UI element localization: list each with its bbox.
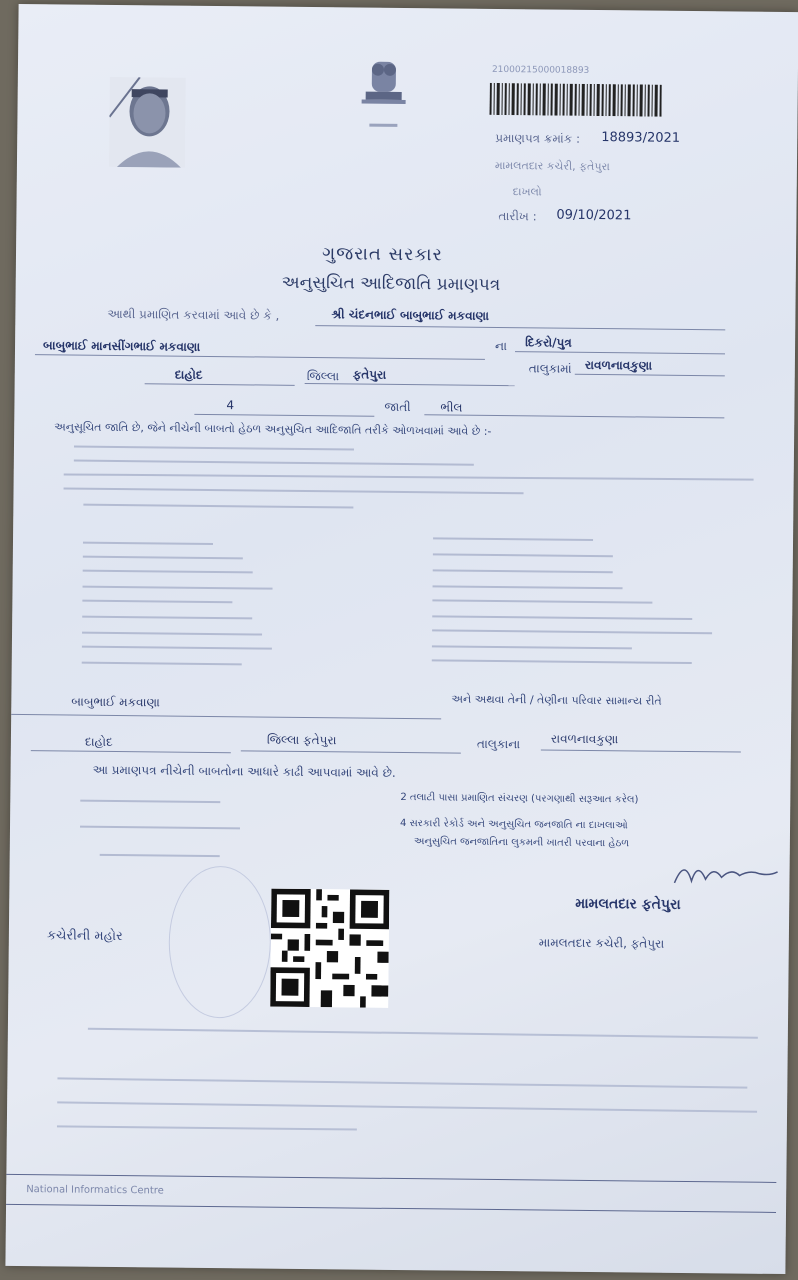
- bottom-notes-faint: [57, 1018, 778, 1146]
- lower-village: દાહોદ: [84, 734, 113, 749]
- barcode-number: 21000215000018893: [491, 64, 590, 76]
- lower-taluka-label: તાલુકાના: [476, 736, 521, 752]
- lower-taluka: રાવળનાવકુણા: [550, 731, 619, 747]
- basis-list-faint: [70, 795, 271, 867]
- relation-label: ના: [495, 338, 508, 354]
- tribe-underline: [424, 414, 724, 418]
- schedule-underline: [194, 414, 374, 417]
- basis-item-4-line2: અનુસુચિત જનજાતિના લુકમની ખાતરી પરવાના હેઠળ: [413, 836, 630, 850]
- district-underline: [305, 383, 515, 386]
- village: દાહોદ: [174, 367, 203, 382]
- parent-name: બાબુભાઈ મકવાણા: [71, 694, 161, 710]
- officer-signature: [669, 853, 779, 894]
- applicant-photo: [109, 77, 186, 168]
- schedule-no: 4: [226, 398, 235, 413]
- office-line: મામલતદાર કચેરી, ફતેપુરા: [494, 158, 610, 174]
- name-underline: [315, 325, 725, 330]
- certificate-no-label: પ્રમાણપત્ર ક્રમાંક :: [495, 130, 581, 146]
- basis-item-2: 2 તલાટી પાસા પ્રમાણિત સંચરણ (પરગણાથી સરૂઆત કરેલ): [400, 791, 639, 806]
- national-emblem: [351, 57, 416, 138]
- taluka: રાવળનાવકુણા: [584, 357, 653, 373]
- basis-item-4-line1: 4 સરકારી રેકોર્ડ અને અનુસુચિત જનજાતિ ના દાખલાઓ: [400, 817, 628, 832]
- district-label: જિલ્લા: [306, 368, 340, 384]
- certify-text: આથી પ્રમાણિત કરવામાં આવે છે કે ,: [107, 306, 280, 323]
- officer-title: મામલતદાર ફતેપુરા: [575, 895, 681, 913]
- taluka-underline: [575, 374, 725, 377]
- dakhla-label: દાખલો: [512, 185, 542, 199]
- office-seal-label: કચેરીની મહોર: [46, 928, 123, 945]
- lower-taluka-underline: [541, 749, 741, 752]
- taluka-label: તાલુકામાં: [528, 361, 572, 376]
- office-seal: [168, 866, 272, 1019]
- footer-note: National Informatics Centre: [26, 1184, 164, 1197]
- officer-office: મામલતદાર કચેરી, ફતેપુરા: [538, 935, 665, 951]
- relation-underline: [515, 351, 725, 354]
- footer-rule-bottom: [6, 1204, 776, 1213]
- tribe-text: અનુસૂચિત જાતિ છે, જેને નીચેની બાબતો હેઠળ અનુસુચિત આદિજાતિ તરીકે ઓળખવામાં આવે છે :-: [54, 420, 492, 438]
- government-title: ગુજરાત સરકાર: [321, 243, 443, 266]
- district: ફતેપુરા: [352, 367, 387, 382]
- lower-village-underline: [31, 750, 231, 753]
- date-label: તારીખ :: [498, 208, 537, 224]
- certificate-no: 18893/2021: [601, 130, 681, 146]
- lower-district-underline: [241, 750, 461, 753]
- tribe-label: જાતી: [384, 399, 411, 415]
- certificate-paper: [5, 4, 798, 1274]
- village-underline: [145, 383, 295, 386]
- father-name: બાબુભાઈ માનસીંગભાઈ મકવાણા: [42, 338, 201, 354]
- qr-code: [270, 889, 389, 1008]
- legal-provisions-faint-text: [52, 438, 754, 675]
- relation: દિકરો/પુત્ર: [525, 335, 572, 350]
- barcode: [489, 83, 661, 117]
- date: 09/10/2021: [556, 207, 632, 224]
- parent-underline: [11, 714, 441, 720]
- lower-district: જિલ્લા ફતેપુરા: [266, 732, 337, 748]
- applicant-name: શ્રી ચંદનભાઈ બાબુભાઈ મકવાણા: [331, 307, 490, 323]
- tribe: ભીલ: [440, 400, 463, 415]
- footer-rule-top: [6, 1174, 776, 1183]
- basis-text: આ પ્રમાણપત્ર નીચેની બાબતોના આધારે કાઢી આપવામાં આવે છે.: [92, 762, 396, 780]
- certificate-title: અનુસુચિત આદિજાતિ પ્રમાણપત્ર: [281, 272, 501, 296]
- father-underline: [35, 354, 485, 360]
- family-text: અને અથવા તેની / તેણીના પરિવાર સામાન્ય રીતે: [451, 692, 662, 708]
